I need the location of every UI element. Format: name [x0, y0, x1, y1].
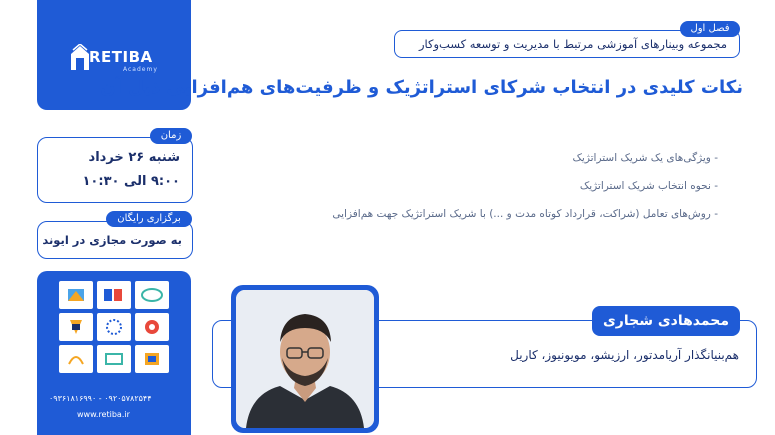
- retiba-logo-icon: [69, 44, 91, 72]
- speaker-bio: هم‌بنیانگذار آریامدتور، ارزیشو، مویونیوز، کاریل: [510, 348, 739, 362]
- brand-sub: Academy: [123, 66, 158, 73]
- brand-name: RETIBA: [89, 48, 153, 66]
- webinar-title: نکات کلیدی در انتخاب شرکای استراتژیک و ظرفیت‌های هم‌افزایی ذیل آن: [100, 77, 743, 98]
- time-box: [37, 137, 193, 203]
- topic-item: - روش‌های تعامل (شراکت، قرارداد کوتاه مدت و ...) با شریک استراتژیک جهت هم‌افزایی: [332, 208, 718, 220]
- partner-logo: [97, 313, 131, 341]
- contact-site: www.retiba.ir: [77, 410, 130, 419]
- topic-item: - نحوه انتخاب شریک استراتژیک: [579, 180, 718, 192]
- event-date: شنبه ۲۶ خرداد: [88, 150, 180, 165]
- partner-logo-icon: [66, 287, 86, 303]
- section-tag: فصل اول: [680, 21, 740, 37]
- contact-phones: ۰۹۳۶۱۸۱۶۹۹۰ - ۰۹۲۰۵۷۸۲۵۴۴: [49, 394, 152, 403]
- partner-logo: [97, 281, 131, 309]
- time-label: زمان: [150, 128, 192, 144]
- partner-logo: [97, 345, 131, 373]
- partner-logo-icon: [140, 286, 164, 304]
- speaker-avatar-icon: [236, 290, 374, 428]
- venue-label: برگزاری رایگان: [106, 211, 192, 227]
- speaker-name: محمدهادی شجاری: [592, 306, 740, 336]
- partner-logo-icon: [142, 350, 162, 368]
- partner-logo-icon: [65, 350, 87, 368]
- partners-panel: [37, 271, 191, 435]
- partner-logo: [135, 313, 169, 341]
- partner-logos-grid: [59, 281, 171, 373]
- series-subtitle: مجموعه وبینارهای آموزشی مرتبط با مدیریت و توسعه کسب‌وکار: [418, 37, 727, 51]
- speaker-photo-frame: [231, 285, 379, 433]
- partner-logo: [59, 345, 93, 373]
- partner-logo-icon: [66, 318, 86, 336]
- partner-logo: [59, 313, 93, 341]
- venue-text: به صورت مجازی در ایوند: [42, 233, 182, 247]
- partner-logo-icon: [104, 318, 124, 336]
- partner-logo: [135, 345, 169, 373]
- topic-item: - ویژگی‌های یک شریک استراتژیک: [572, 152, 718, 164]
- partner-logo: [135, 281, 169, 309]
- event-hours: ۹:۰۰ الی ۱۰:۳۰: [82, 174, 180, 189]
- partner-logo: [59, 281, 93, 309]
- partner-logo-icon: [102, 286, 126, 304]
- partner-logo-icon: [103, 350, 125, 368]
- speaker-photo: [236, 290, 374, 428]
- partner-logo-icon: [142, 318, 162, 336]
